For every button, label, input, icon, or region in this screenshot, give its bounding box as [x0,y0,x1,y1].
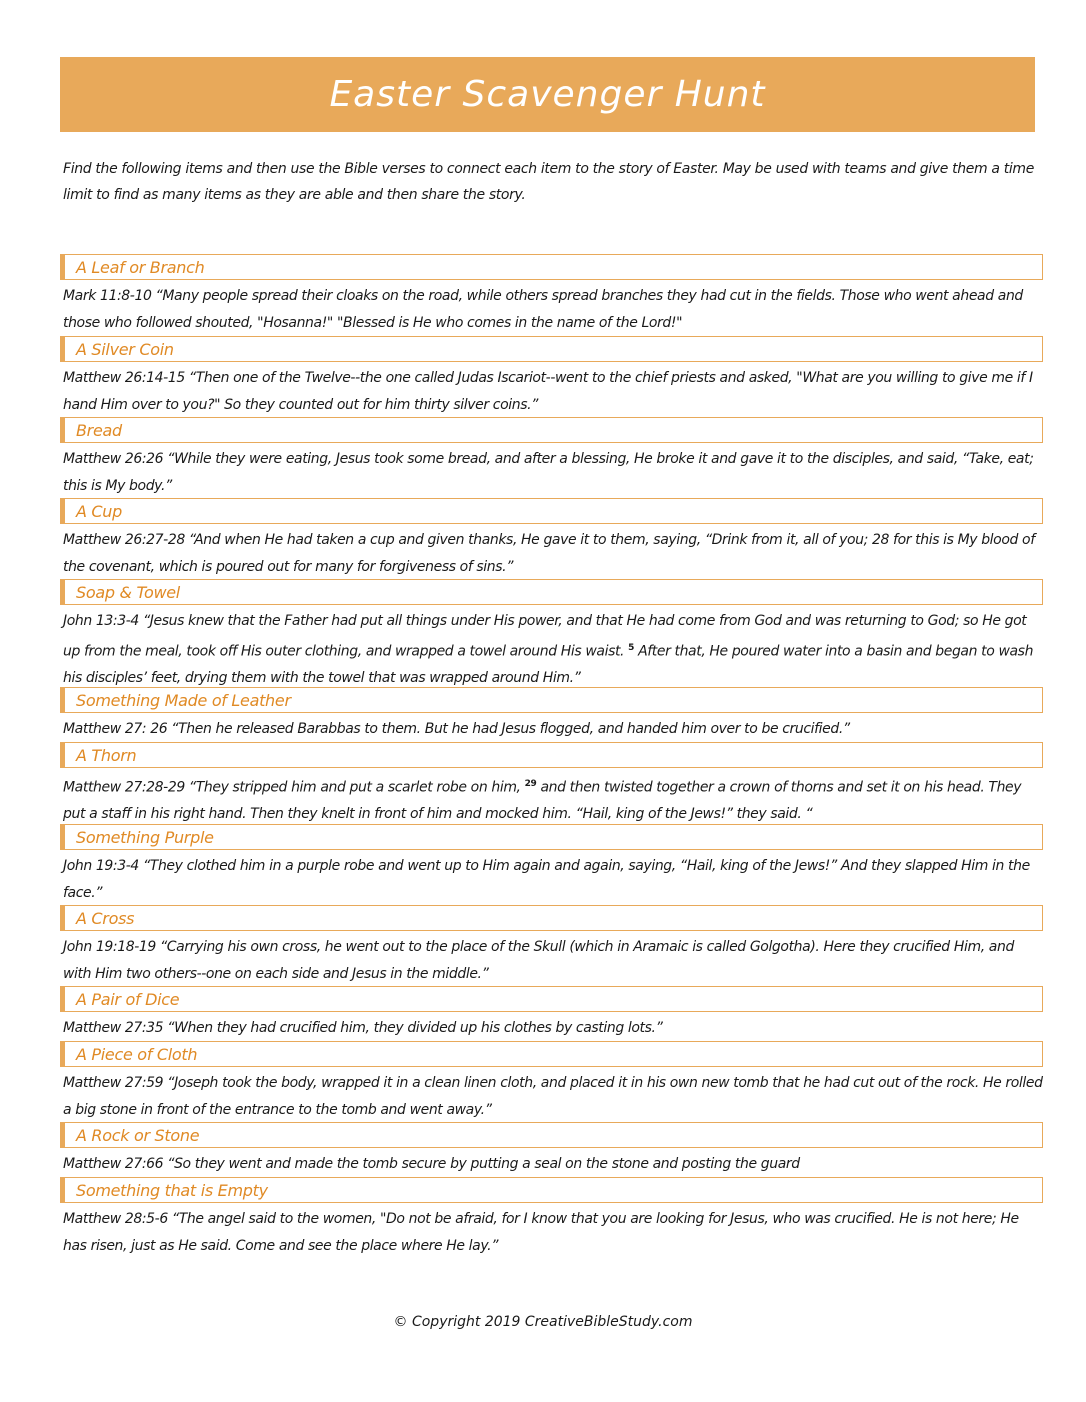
item-dice [60,986,1043,1042]
verse-part: After that, He poured water into a basin and began to wash his disciples’ feet, drying them with the towel that was wrapped around Him.” [63,643,1034,686]
item-verse: Matthew 27:35 “When they had crucified him, they divided up his clothes by casting lots.” [63,1020,663,1036]
item-label: A Thorn [76,745,137,765]
item-verse: John 19:3-4 “They clothed him in a purple robe and went up to Him again and again, saying, “Hail, king of the Jews!” And they slapped Him in the face.” [63,858,1030,901]
item-label: Something Made of Leather [76,690,291,710]
item-header [60,986,1043,1012]
item-verse [63,608,1043,691]
item-verse: Matthew 26:14-15 “Then one of the Twelve--the one called Judas Iscariot--went to the chief priests and asked, "What are you willing to give me if I hand Him over to you?" So they counted out for him thirty silver coins.” [63,370,1033,413]
item-label: A Silver Coin [76,339,174,359]
item-header [60,498,1043,524]
item-header [60,254,1043,280]
item-rock-stone [60,1122,1043,1178]
item-label: Something that is Empty [76,1180,268,1200]
verse-number: 29 [524,779,537,789]
intro-text: Find the following items and then use the Bible verses to connect each item to the story of Easter. May be used with teams and give them a time limit to find as many items as they are able and then share the story. [63,161,1034,203]
verse-part: and then twisted together a crown of thorns and set it on his head. They put a staff in his right hand. Then they knelt in front of him and mocked him. “Hail, king of the Jews!” they said. “ [63,779,1022,823]
item-verse: Matthew 27:66 “So they went and made the tomb secure by putting a seal on the stone and posting the guard [63,1156,800,1172]
item-verse [63,771,1043,828]
item-verse: Matthew 27: 26 “Then he released Barabbas to them. But he had Jesus flogged, and handed him over to be crucified.” [63,721,850,737]
title-banner [60,57,1035,132]
item-label: Soap & Towel [76,582,180,602]
item-header [60,905,1043,931]
item-header [60,1177,1043,1203]
item-header [60,742,1043,768]
item-cup [60,498,1043,580]
item-leather [60,687,1043,743]
item-soap-towel [60,579,1043,691]
item-header [60,336,1043,362]
item-verse: Matthew 27:59 “Joseph took the body, wrapped it in a clean linen cloth, and placed it in his own new tomb that he had cut out of the rock. He rolled a big stone in front of the entrance to the tomb and went away.” [63,1075,1043,1118]
verse-part: John 13:3-4 “Jesus knew that the Father had put all things under His power, and that He had come from God and was returning to God; so He got up from the meal, took off His outer clothing, and wrapped a towel around His waist. [63,613,1027,660]
item-header [60,687,1043,713]
item-header [60,1041,1043,1067]
item-header [60,417,1043,443]
verse-part: Matthew 27:28-29 “They stripped him and put a scarlet robe on him, [63,779,525,796]
item-label: A Leaf or Branch [76,257,205,277]
item-verse: Matthew 28:5-6 “The angel said to the women, "Do not be afraid, for I know that you are looking for Jesus, who was crucified. He is not here; He has risen, just as He said. Come and see the place where He lay.” [63,1211,1019,1254]
verse-number: 5 [628,642,635,653]
item-thorn [60,742,1043,828]
item-leaf-or-branch [60,254,1043,336]
item-verse: John 19:18-19 “Carrying his own cross, he went out to the place of the Skull (which in Aramaic is called Golgotha). Here they crucified Him, and with Him two others--one on each side and Jesus in the middle.” [63,939,1014,982]
item-label: A Cup [76,501,123,521]
item-cloth [60,1041,1043,1123]
item-bread [60,417,1043,499]
item-verse: Matthew 26:27-28 “And when He had taken a cup and given thanks, He gave it to them, saying, “Drink from it, all of you; 28 for this is My blood of the covenant, which is poured out for many for forgiveness of sins.” [63,532,1035,575]
item-header [60,824,1043,850]
copyright-footer: © Copyright 2019 CreativeBibleStudy.com [393,1314,693,1330]
item-header [60,579,1043,605]
item-label: A Pair of Dice [76,989,180,1009]
item-label: Bread [76,420,122,440]
item-verse: Matthew 26:26 “While they were eating, Jesus took some bread, and after a blessing, He broke it and gave it to the disciples, and said, “Take, eat; this is My body.” [63,451,1034,494]
item-label: Something Purple [76,827,214,847]
item-header [60,1122,1043,1148]
item-empty [60,1177,1043,1259]
item-purple [60,824,1043,906]
item-label: A Piece of Cloth [76,1044,198,1064]
item-label: A Rock or Stone [76,1125,200,1145]
page-title: Easter Scavenger Hunt [329,74,766,115]
item-verse: Mark 11:8-10 “Many people spread their cloaks on the road, while others spread branches they had cut in the fields. Those who went ahead and those who followed shouted, "Hosanna!" "Blessed is He who comes in the name of the Lord!" [63,288,1023,331]
item-label: A Cross [76,908,135,928]
item-silver-coin [60,336,1043,418]
item-cross [60,905,1043,987]
